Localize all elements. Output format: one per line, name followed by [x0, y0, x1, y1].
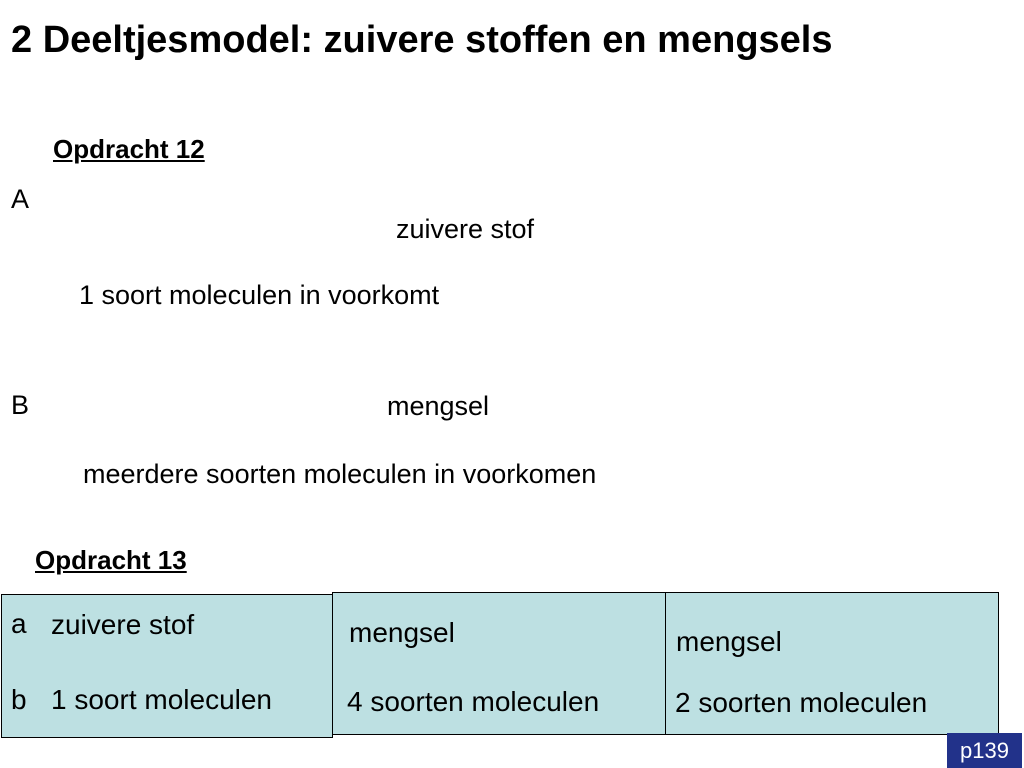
answer-box-2: [332, 592, 666, 735]
answer-box-1: [1, 594, 333, 738]
question-a-answer: zuivere stof: [396, 214, 535, 244]
question-a-letter: A: [11, 184, 30, 214]
question-a-explanation: 1 soort moleculen in voorkomt: [79, 280, 440, 310]
row-letter-a: a: [11, 608, 27, 639]
question-b-letter: B: [11, 390, 30, 420]
answer-box-3-type: mengsel: [676, 626, 782, 657]
answer-box-3-molecules: 2 soorten moleculen: [675, 687, 928, 718]
row-letter-b: b: [11, 684, 27, 715]
answer-box-1-molecules: 1 soort moleculen: [51, 684, 273, 715]
answer-box-3: [665, 592, 999, 735]
opdracht-13-heading: Opdracht 13: [35, 545, 187, 575]
opdracht-12-heading: Opdracht 12: [53, 134, 205, 164]
page-number-badge: p139: [947, 733, 1022, 768]
answer-box-2-molecules: 4 soorten moleculen: [347, 686, 600, 717]
answer-box-1-type: zuivere stof: [51, 609, 195, 640]
answer-box-2-type: mengsel: [349, 617, 455, 648]
question-b-explanation: meerdere soorten moleculen in voorkomen: [83, 459, 597, 489]
question-b-answer: mengsel: [387, 391, 490, 421]
slide-title: 2 Deeltjesmodel: zuivere stoffen en mengsels: [11, 19, 833, 61]
